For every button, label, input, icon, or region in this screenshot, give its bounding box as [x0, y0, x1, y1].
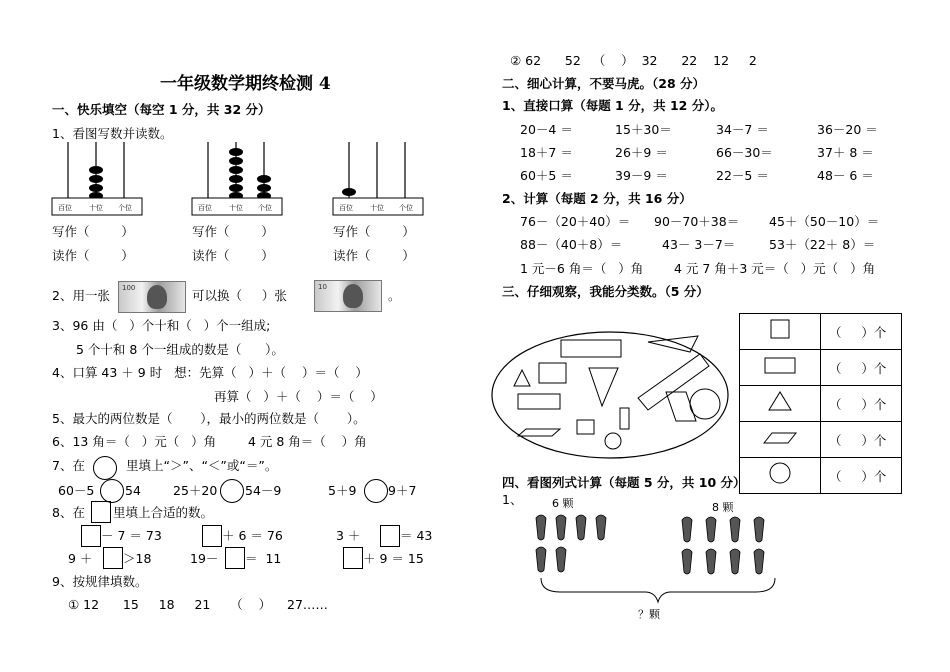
q2-text-b: 可以换（ ）张	[192, 288, 287, 303]
q7-item-2-left: 25＋20	[173, 483, 218, 498]
abacus-1	[52, 140, 142, 216]
total-brace	[540, 576, 780, 606]
calc-2-3: 66－30＝	[716, 145, 773, 160]
circle-icon	[740, 458, 820, 489]
banknote-10-value: 10	[318, 283, 327, 291]
abacus-label-tens: 十位	[89, 204, 103, 212]
q8-example-box	[91, 501, 111, 523]
rectangle-cell	[740, 350, 821, 386]
q8-eq-5-left: 19－	[190, 551, 219, 566]
triangle-icon	[740, 386, 820, 417]
calc2-2-1: 88－（40＋8）＝	[520, 237, 623, 252]
total-count-label: ？颗	[638, 608, 660, 621]
q6-text: 6、13 角＝（ ）元（ ）角 4 元 8 角＝（ ）角	[52, 434, 367, 449]
q8-eq-1: － 7 ＝ 73	[101, 528, 162, 543]
q8-eq-6: ＋ 9 ＝ 15	[363, 551, 424, 566]
q5-text: 5、最大的两位数是（ ），最小的两位数是（ ）。	[52, 411, 366, 426]
section4-heading: 四、看图列式计算（每题 5 分，共 10 分）	[502, 475, 746, 490]
q8-text-b: 里填上合适的数。	[113, 505, 214, 520]
parallelogram-icon	[740, 422, 820, 453]
section3-heading: 三、仔细观察，我能分类数。（5 分）	[502, 284, 709, 299]
q2-text-c: 。	[388, 288, 401, 303]
q8-eq-3-left: 3 ＋	[336, 528, 361, 543]
section2-sub1: 1、直接口算（每题 1 分，共 12 分）。	[502, 98, 723, 113]
calc2-1-3: 45＋（50－10）＝	[769, 214, 880, 229]
calc-3-2: 39－9 ＝	[615, 168, 668, 183]
section1-heading: 一、快乐填空（每空 1 分，共 32 分）	[52, 102, 271, 117]
abacus-label-tens: 十位	[370, 204, 384, 212]
square-icon	[740, 314, 820, 345]
section2-sub2: 2、计算（每题 2 分，共 16 分）	[502, 191, 692, 206]
shapes-oval-figure	[490, 330, 730, 460]
q7-answer-circle-1[interactable]	[100, 479, 124, 503]
abacus-label-ones: 个位	[118, 204, 132, 212]
q8-box-6[interactable]	[343, 547, 363, 569]
q7-item-3-left: 5＋9	[328, 483, 357, 498]
q8-eq-4-right: ＞18	[123, 551, 152, 566]
read-blank-2[interactable]: 读作（ ）	[192, 248, 274, 263]
q9-text: 9、按规律填数。	[52, 574, 148, 589]
calc2-3-2: 4 元 7 角＋3 元＝（ ）元（ ）角	[674, 261, 876, 276]
calc-2-2: 26＋9 ＝	[615, 145, 668, 160]
section4-q1: 1、	[502, 492, 523, 507]
q8-box-3[interactable]	[380, 525, 400, 547]
q7-answer-circle-2[interactable]	[220, 479, 244, 503]
q8-eq-2: ＋ 6 ＝ 76	[222, 528, 283, 543]
abacus-3	[333, 140, 423, 216]
abacus-label-ones: 个位	[258, 204, 272, 212]
write-blank-1[interactable]: 写作（ ）	[52, 224, 134, 239]
q8-text-a: 8、在	[52, 505, 85, 520]
rectangle-icon	[740, 350, 820, 381]
calc-1-2: 15＋30＝	[615, 122, 672, 137]
calc-1-4: 36－20 ＝	[817, 122, 878, 137]
shape-count-table	[739, 313, 902, 494]
q8-box-4[interactable]	[103, 547, 123, 569]
abacus-label-hundreds: 百位	[198, 204, 212, 212]
section2-heading: 二、细心计算，不要马虎。（28 分）	[502, 76, 705, 91]
square-count-blank[interactable]: （ ）个	[821, 314, 902, 350]
calc2-3-1: 1 元－6 角＝（ ）角	[520, 261, 644, 276]
q7-item-2-right: 54－9	[245, 483, 282, 498]
circle-count-blank[interactable]: （ ）个	[821, 458, 902, 494]
right-group-count: 8 颗	[712, 501, 734, 514]
q4-line-1: 4、口算 43 ＋ 9 时 想：先算（ ）＋（ ）＝（ ）	[52, 365, 368, 380]
calc2-1-2: 90－70＋38＝	[654, 214, 740, 229]
calc-3-1: 60＋5 ＝	[520, 168, 573, 183]
q8-box-1[interactable]	[81, 525, 101, 547]
read-blank-1[interactable]: 读作（ ）	[52, 248, 134, 263]
calc-2-4: 37＋ 8 ＝	[817, 145, 874, 160]
q3-line-2: 5 个十和 8 个一组成的数是（ ）。	[76, 342, 284, 357]
abacus-2	[192, 140, 282, 216]
q8-eq-3-right: ＝ 43	[400, 528, 433, 543]
page-title: 一年级数学期终检测 4	[160, 74, 331, 94]
banknote-10-image	[314, 280, 382, 312]
calc2-1-1: 76－（20＋40）＝	[520, 214, 631, 229]
cabbage-group-right	[678, 514, 778, 580]
banknote-100-image	[118, 281, 186, 313]
q1-text: 1、看图写数并读数。	[52, 126, 173, 141]
abacus-label-tens: 十位	[229, 204, 243, 212]
rectangle-count-blank[interactable]: （ ）个	[821, 350, 902, 386]
q9-sequence-1: ① 12 15 18 21 （ ） 27……	[68, 597, 328, 612]
parallelogram-cell	[740, 422, 821, 458]
abacus-label-hundreds: 百位	[58, 204, 72, 212]
parallelogram-count-blank[interactable]: （ ）个	[821, 422, 902, 458]
read-blank-3[interactable]: 读作（ ）	[333, 248, 415, 263]
calc2-2-2: 43－ 3－7＝	[662, 237, 736, 252]
calc-1-3: 34－7 ＝	[716, 122, 769, 137]
q7-example-circle	[93, 456, 117, 480]
calc-3-3: 22－5 ＝	[716, 168, 769, 183]
calc-1-1: 20－4 ＝	[520, 122, 573, 137]
q8-box-5[interactable]	[225, 547, 245, 569]
write-blank-2[interactable]: 写作（ ）	[192, 224, 274, 239]
left-group-count: 6 颗	[552, 497, 574, 510]
calc2-2-3: 53＋（22＋ 8）＝	[769, 237, 876, 252]
q7-item-1-left: 60－5	[58, 483, 95, 498]
q8-box-2[interactable]	[202, 525, 222, 547]
abacus-label-ones: 个位	[399, 204, 413, 212]
triangle-count-blank[interactable]: （ ）个	[821, 386, 902, 422]
write-blank-3[interactable]: 写作（ ）	[333, 224, 415, 239]
q7-item-1-right: 54	[125, 483, 141, 498]
q9-sequence-2: ② 62 52 （ ） 32 22 12 2	[510, 53, 757, 68]
circle-cell	[740, 458, 821, 494]
q7-answer-circle-3[interactable]	[364, 479, 388, 503]
calc-3-4: 48－ 6 ＝	[817, 168, 874, 183]
q7-text-b: 里填上“＞”、“＜”或“＝”。	[126, 458, 278, 473]
q4-line-2: 再算（ ）＋（ ）＝（ ）	[214, 389, 383, 404]
banknote-100-value: 100	[122, 284, 136, 292]
q2-text-a: 2、用一张	[52, 288, 110, 303]
abacus-label-hundreds: 百位	[339, 204, 353, 212]
q3-line-1: 3、96 由（ ）个十和（ ）个一组成;	[52, 318, 271, 333]
calc-2-1: 18＋7 ＝	[520, 145, 573, 160]
q7-item-3-right: 9＋7	[388, 483, 417, 498]
square-cell	[740, 314, 821, 350]
cabbage-group-left	[532, 512, 612, 578]
q7-text-a: 7、在	[52, 458, 85, 473]
q8-eq-5-right: ＝ 11	[245, 551, 282, 566]
q8-eq-4-left: 9 ＋	[68, 551, 93, 566]
triangle-cell	[740, 386, 821, 422]
